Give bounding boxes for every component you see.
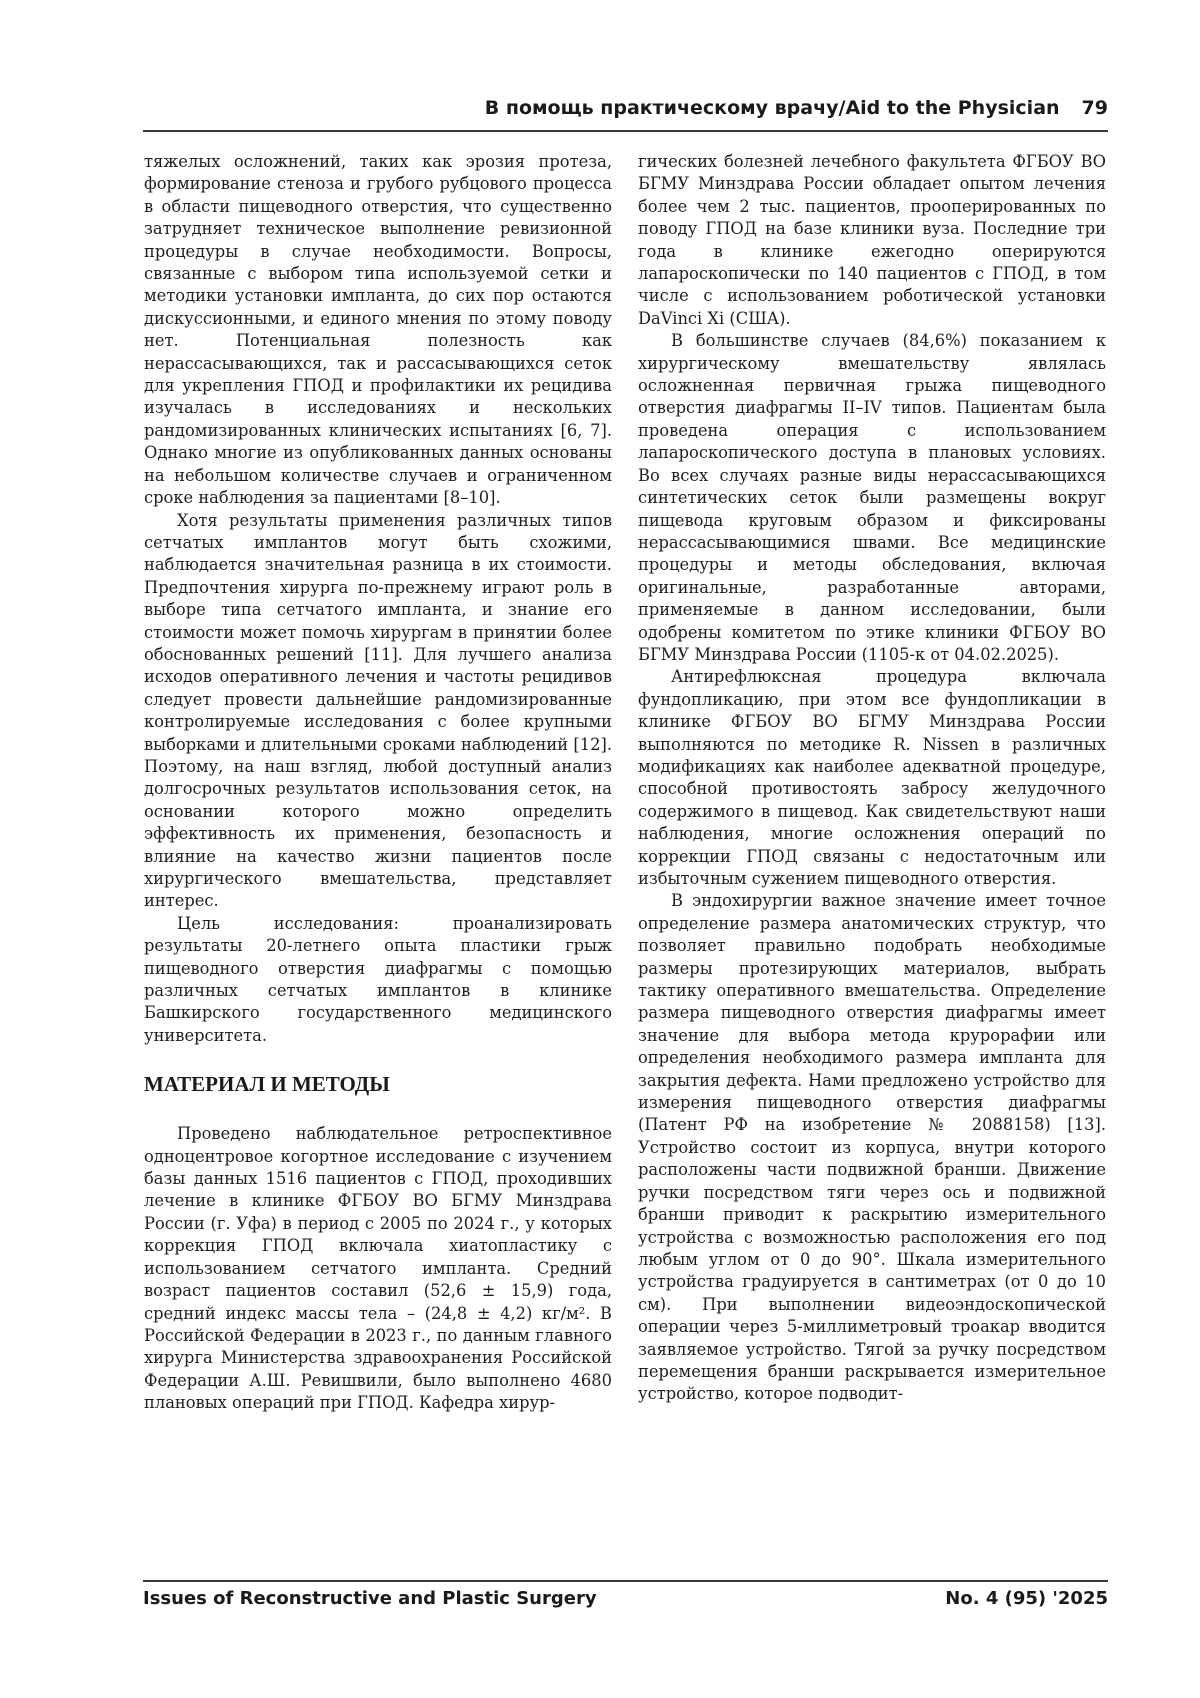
paragraph-methods: Проведено наблюдательное ретроспективное одноцентровое когортное исследование с изучением базы данных 1516 пациентов с ГПОД, проходивших лечение в клинике ФГБОУ ВО БГМУ Минздрава России (г. Уфа) в период с 2005 по 2024 г., у которых коррекция ГПОД включала хиатопластику с использованием сетчатого импланта. Средний возраст пациентов составил (52,6 ± 15,9) года, средний индекс массы тела – (24,8 ± 4,2) кг/м². В Российской Федерации в 2023 г., по данным главного хирурга Министерства здравоохранения Российской Федерации А.Ш. Ревишвили, было выполнено 4680 плановых операций при ГПОД. Кафедра хирур-	[144, 1124, 612, 1413]
running-header	[143, 97, 1108, 127]
section-heading-methods: МАТЕРИАЛ И МЕТОДЫ	[144, 1072, 390, 1097]
paragraph: В эндохирургии важное значение имеет точное определение размера анатомических структур, что позволяет правильно подобрать необходимые размеры протезирующих материалов, выбрать тактику оперативного вмешательства. Определение размера пищеводного отверстия диафрагмы имеет значение для выбора метода крурорафии или определения необходимого размера импланта для закрытия дефекта. Нами предложено устройство для измерения пищеводного отверстия диафрагмы (Патент РФ на изобретение № 2088158) [13]. Устройство состоит из корпуса, внутри которого расположены части подвижной бранши. Движение ручки посредством тяги через ось и подвижной бранши приводит к раскрытию измерительного устройства с возможностью расположения его под любым углом от 0 до 90°. Шкала измерительного устройства градуируется в сантиметрах (от 0 до 10 см). При выполнении видеоэндоскопической операции через 5-миллиметровый троакар вводится заявляемое устройство. Тягой за ручку посредством перемещения бранши раскрывается измерительное устройство, которое подводит-	[638, 891, 1106, 1404]
paragraph: В большинстве случаев (84,6%) показанием к хирургическому вмешательству являлась осложненная первичная грыжа пищеводного отверстия диафрагмы II–IV типов. Пациентам была проведена операция с использованием лапароскопического доступа в плановых условиях. Во всех случаях разные виды нерассасывающихся синтетических сеток были размещены вокруг пищевода круговым образом и фиксированы нерассасывающимися швами. Все медицинские процедуры и методы обследования, включая оригинальные, разработанные авторами, применяемые в данном исследовании, были одобрены комитетом по этике клиники ФГБОУ ВО БГМУ Минздрава России (1105-к от 04.02.2025).	[638, 331, 1106, 664]
paragraph: Антирефлюксная процедура включала фундопликацию, при этом все фундопликации в клинике ФГБОУ ВО БГМУ Минздрава России выполняются по методике R. Nissen в различных модификациях как наиболее адекватной процедуре, способной противостоять забросу желудочного содержимого в пищевод. Как свидетельствуют наши наблюдения, многие осложнения операций по коррекции ГПОД связаны с недостаточным или избыточным сужением пищеводного отверстия.	[638, 667, 1106, 888]
page-number: 79	[1081, 97, 1108, 119]
right-column	[638, 151, 1106, 1406]
footer-rule	[143, 1580, 1108, 1582]
section-title: В помощь практическому врачу/Aid to the Physician	[484, 97, 1060, 119]
paragraph-aim: Цель исследования: проанализировать результаты 20-летнего опыта пластики грыж пищеводного отверстия диафрагмы с помощью различных сетчатых имплантов в клинике Башкирского государственного медицинского университета.	[144, 913, 612, 1045]
paragraph-continued: гических болезней лечебного факультета ФГБОУ ВО БГМУ Минздрава России обладает опытом лечения более чем 2 тыс. пациентов, прооперированных по поводу ГПОД на базе клиники вуза. Последние три года в клинике ежегодно оперируются лапароскопически по 140 пациентов с ГПОД, в том числе с использованием роботической установки DaVinci Xi (США).	[638, 152, 1106, 328]
paragraph: Хотя результаты применения различных типов сетчатых имплантов могут быть схожими, наблюдается значительная разница в их стоимости. Предпочтения хирурга по-прежнему играют роль в выборе типа сетчатого импланта, и знание его стоимости может помочь хирургам в принятии более обоснованных решений [11]. Для лучшего анализа исходов оперативного лечения и частоты рецидивов следует провести дальнейшие рандомизированные контролируемые исследования с более крупными выборками и длительными сроками наблюдений [12]. Поэтому, на наш взгляд, любой доступный анализ долгосрочных результатов использования сеток, на основании которого можно определить эффективность их применения, безопасность и влияние на качество жизни пациентов после хирургического вмешательства, представляет интерес.	[144, 510, 612, 911]
header-rule	[143, 130, 1108, 132]
journal-name: Issues of Reconstructive and Plastic Surgery	[143, 1588, 597, 1609]
running-footer	[143, 1588, 1108, 1616]
left-column	[144, 151, 612, 1415]
issue-number: No. 4 (95) '2025	[945, 1588, 1108, 1609]
paragraph-continued: тяжелых осложнений, таких как эрозия протеза, формирование стеноза и грубого рубцового процесса в области пищеводного отверстия, что существенно затрудняет техническое выполнение ревизионной процедуры в случае необходимости. Вопросы, связанные с выбором типа используемой сетки и методики установки импланта, до сих пор остаются дискуссионными, и единого мнения по этому поводу нет. Потенциальная полезность как нерассасывающихся, так и рассасывающихся сеток для укрепления ГПОД и профилактики их рецидива изучалась в исследованиях и нескольких рандомизированных клинических испытаниях [6, 7]. Однако многие из опубликованных данных основаны на небольшом количестве случаев и ограниченном сроке наблюдения за пациентами [8–10].	[144, 152, 612, 508]
